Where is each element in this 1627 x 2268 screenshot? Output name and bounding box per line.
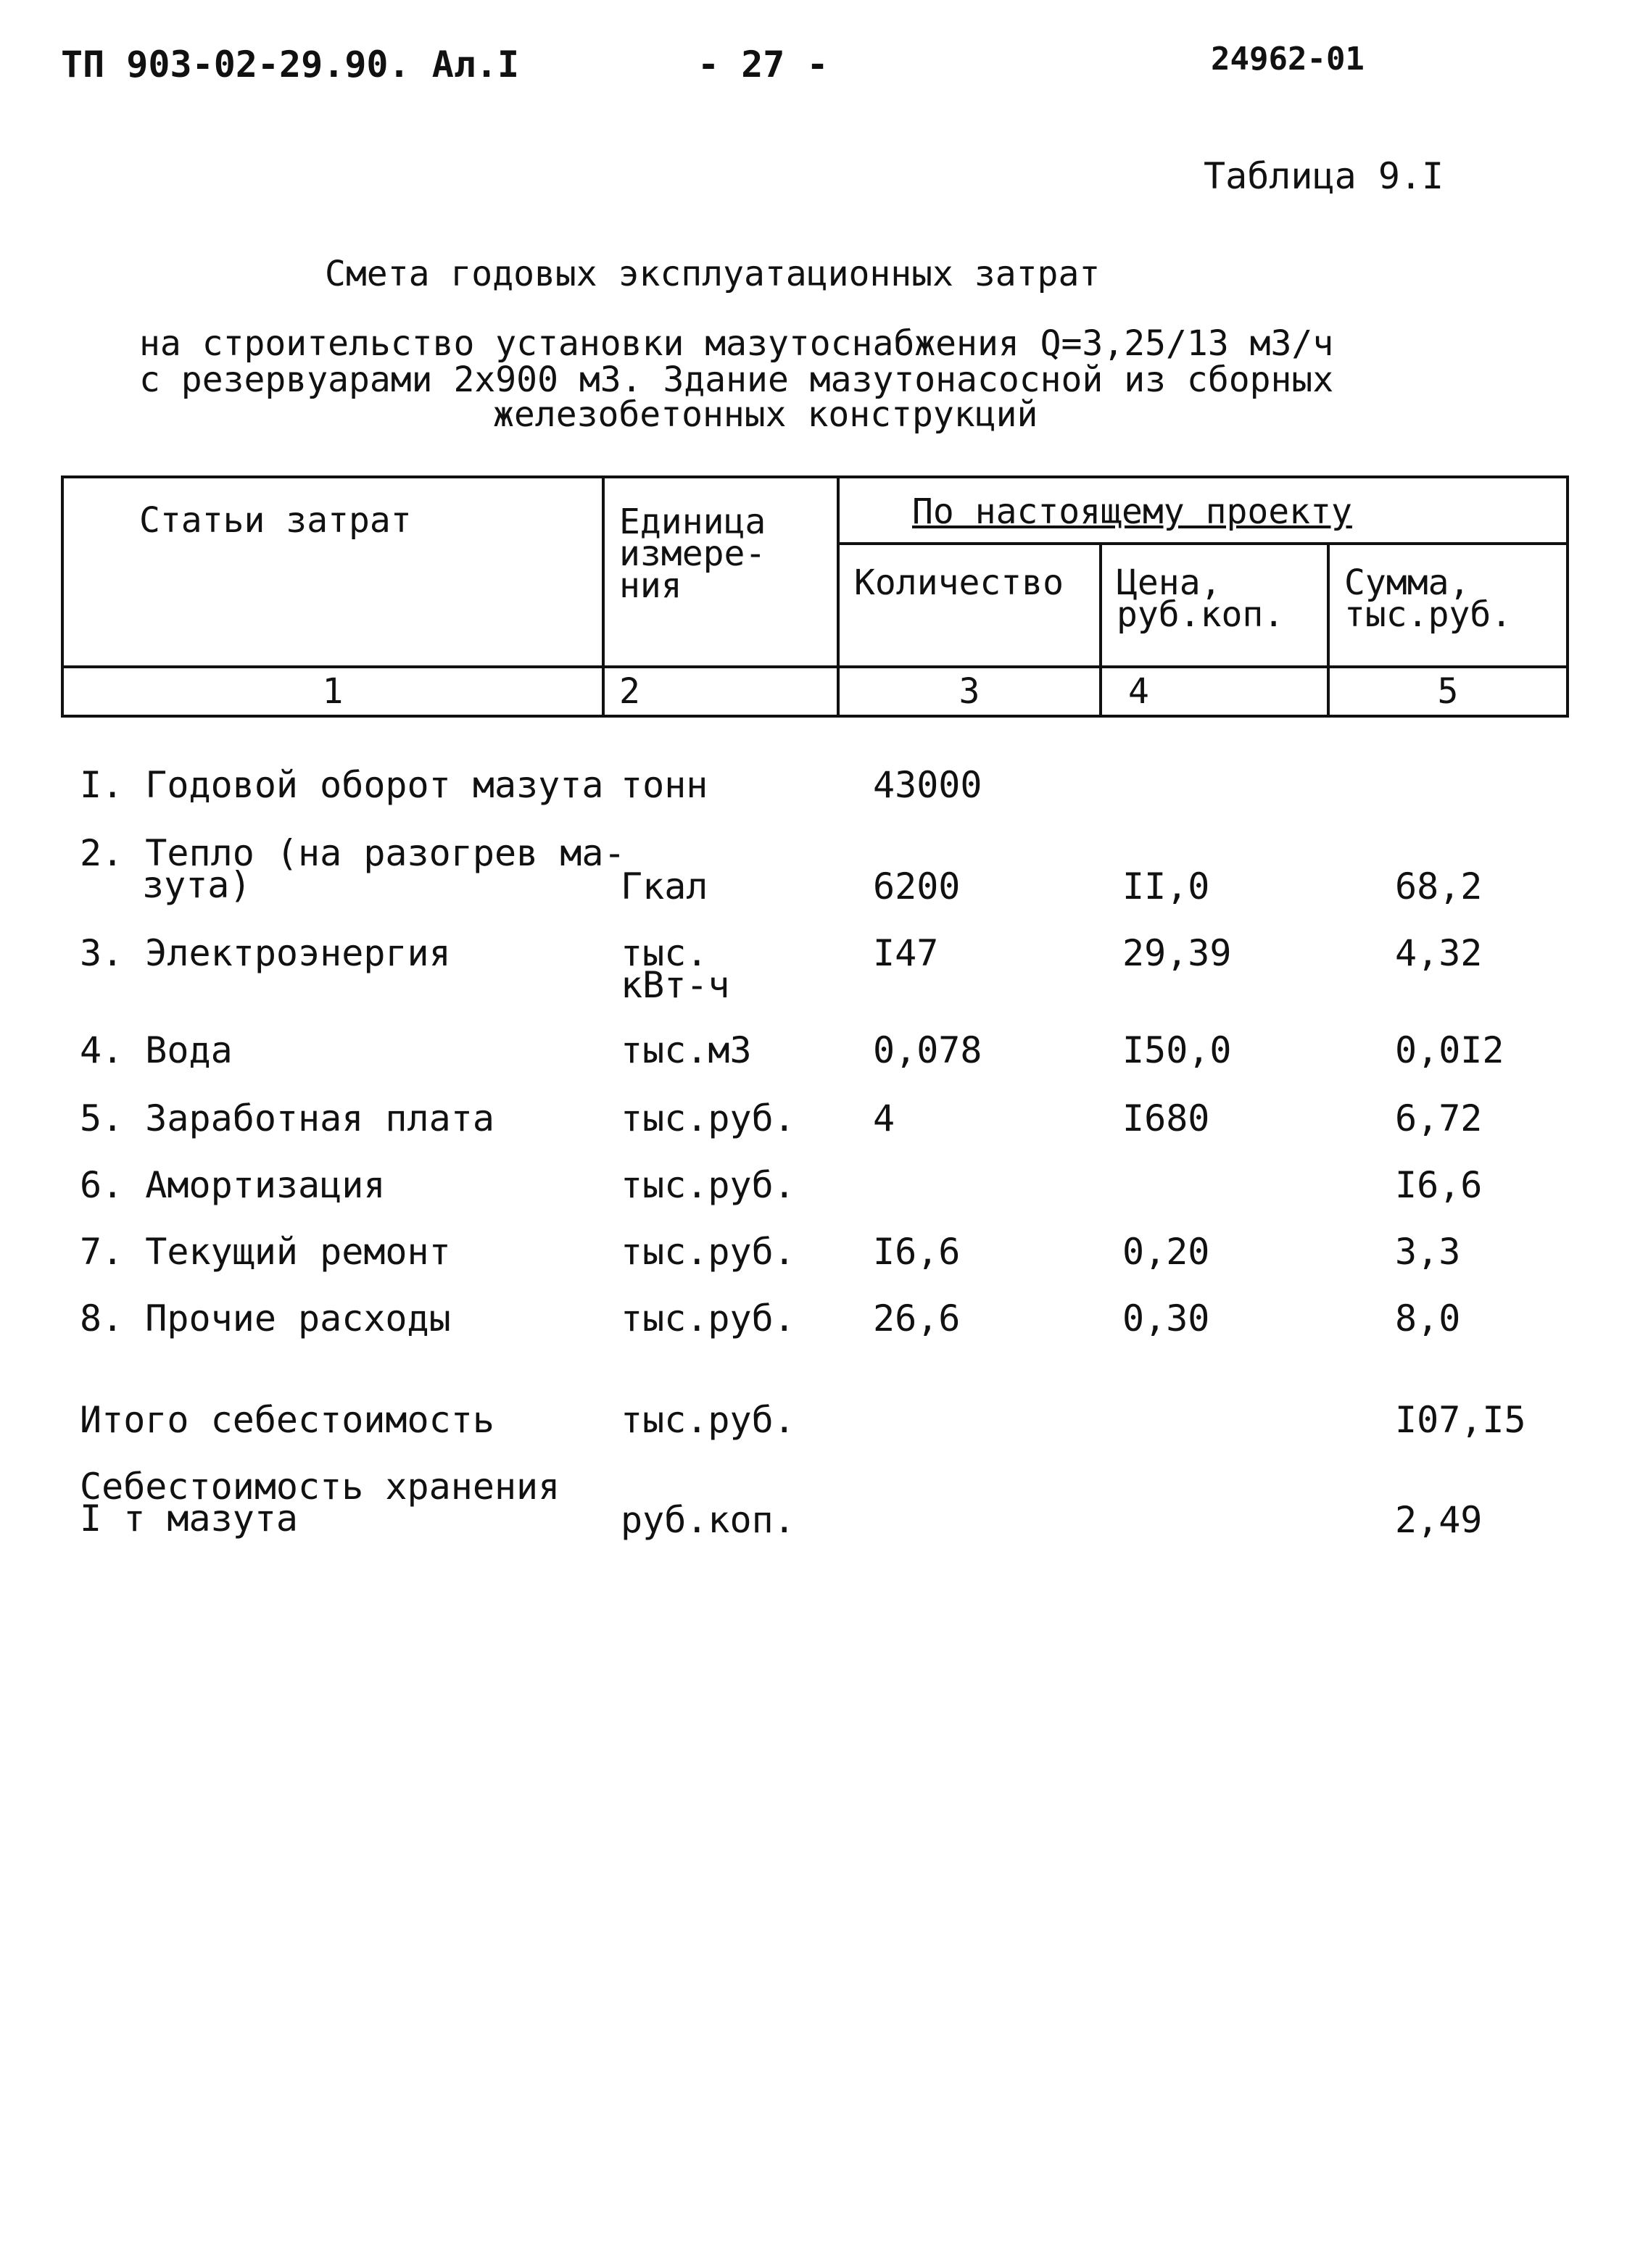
header-quantity-label: Количество: [854, 562, 1064, 603]
header-cost-items: [62, 477, 603, 667]
header-sum-label: Сумма, тыс.руб.: [1344, 562, 1512, 635]
row-unit: тыс.м3: [621, 1029, 752, 1071]
row-price: II,0: [1122, 865, 1210, 907]
row-price: 0,30: [1122, 1297, 1210, 1339]
column-number-3: 3: [838, 667, 1101, 716]
row-unit: тыс.руб.: [621, 1231, 795, 1273]
row-item: 2. Тепло (на разогрев ма-: [80, 832, 626, 874]
row-quantity: 6200: [873, 865, 961, 907]
row-sum: 4,32: [1395, 932, 1483, 974]
total-sum: 2,49: [1395, 1499, 1483, 1541]
row-price: 0,20: [1122, 1231, 1210, 1273]
header-unit: [603, 477, 838, 667]
header-cost-items-label: Статьи затрат: [139, 500, 412, 541]
row-unit: тыс.: [621, 932, 708, 974]
total-item: Итого себестоимость: [80, 1399, 494, 1441]
row-sum: 68,2: [1395, 865, 1483, 907]
row-item: 8. Прочие расходы: [80, 1297, 451, 1339]
row-item: 5. Заработная плата: [80, 1097, 494, 1139]
header-project-group: [838, 477, 1568, 544]
row-sum: 0,0I2: [1395, 1029, 1504, 1071]
row-sum: 3,3: [1395, 1231, 1461, 1273]
row-item-cont: зута): [142, 864, 252, 906]
row-item: 3. Электроэнергия: [80, 932, 451, 974]
row-quantity: 26,6: [873, 1297, 961, 1339]
title-line-3: с резервуарами 2х900 м3. Здание мазутонасосной из сборных: [139, 360, 1334, 400]
inventory-number: 24962-01: [1211, 41, 1365, 78]
row-item: 6. Амортизация: [80, 1164, 386, 1206]
row-item: 4. Вода: [80, 1029, 233, 1071]
total-sum: I07,I5: [1395, 1399, 1526, 1441]
row-item: 7. Текущий ремонт: [80, 1231, 451, 1273]
table-label: Таблица 9.I: [1204, 155, 1444, 197]
column-number-1: 1: [62, 667, 603, 716]
total-unit: руб.коп.: [621, 1499, 795, 1541]
document-code: ТП 903-02-29.90. Ал.I: [61, 43, 520, 86]
table-header: [61, 475, 1569, 718]
row-quantity: 0,078: [873, 1029, 982, 1071]
title-line-2: на строительство установки мазутоснабжения Q=3,25/13 м3/ч: [139, 323, 1334, 364]
column-number-5: 5: [1328, 667, 1568, 716]
title-line-4: железобетонных конструкций: [493, 394, 1038, 435]
total-item: Себестоимость хранения: [80, 1466, 560, 1508]
header-project-label: По настоящему проекту: [912, 491, 1352, 532]
row-unit: тыс.руб.: [621, 1097, 795, 1139]
header-price: [1101, 544, 1328, 667]
row-quantity: I47: [873, 932, 939, 974]
row-sum: 6,72: [1395, 1097, 1483, 1139]
row-price: I50,0: [1122, 1029, 1232, 1071]
row-unit: тыс.руб.: [621, 1164, 795, 1206]
row-unit: Гкал: [621, 865, 708, 907]
total-item-cont: I т мазута: [80, 1498, 299, 1540]
row-sum: 8,0: [1395, 1297, 1461, 1339]
title-line-1: Смета годовых эксплуатационных затрат: [325, 254, 1101, 294]
column-number-2: 2: [603, 667, 838, 716]
total-unit: тыс.руб.: [621, 1399, 795, 1441]
header-quantity: [838, 544, 1101, 667]
row-sum: I6,6: [1395, 1164, 1483, 1206]
row-quantity: 4: [873, 1097, 895, 1139]
row-unit: тыс.руб.: [621, 1297, 795, 1339]
row-unit-cont: кВт-ч: [621, 964, 730, 1006]
header-price-label: Цена, руб.коп.: [1117, 562, 1285, 635]
row-price: I680: [1122, 1097, 1210, 1139]
row-item: I. Годовой оборот мазута: [80, 764, 604, 806]
header-sum: [1328, 544, 1568, 667]
row-unit: тонн: [621, 764, 708, 806]
header-unit-label: Единица измере- ния: [619, 502, 766, 606]
row-quantity: I6,6: [873, 1231, 961, 1273]
column-number-4: 4: [1101, 667, 1328, 716]
row-quantity: 43000: [873, 764, 982, 806]
row-price: 29,39: [1122, 932, 1232, 974]
page-number: - 27 -: [697, 43, 829, 86]
